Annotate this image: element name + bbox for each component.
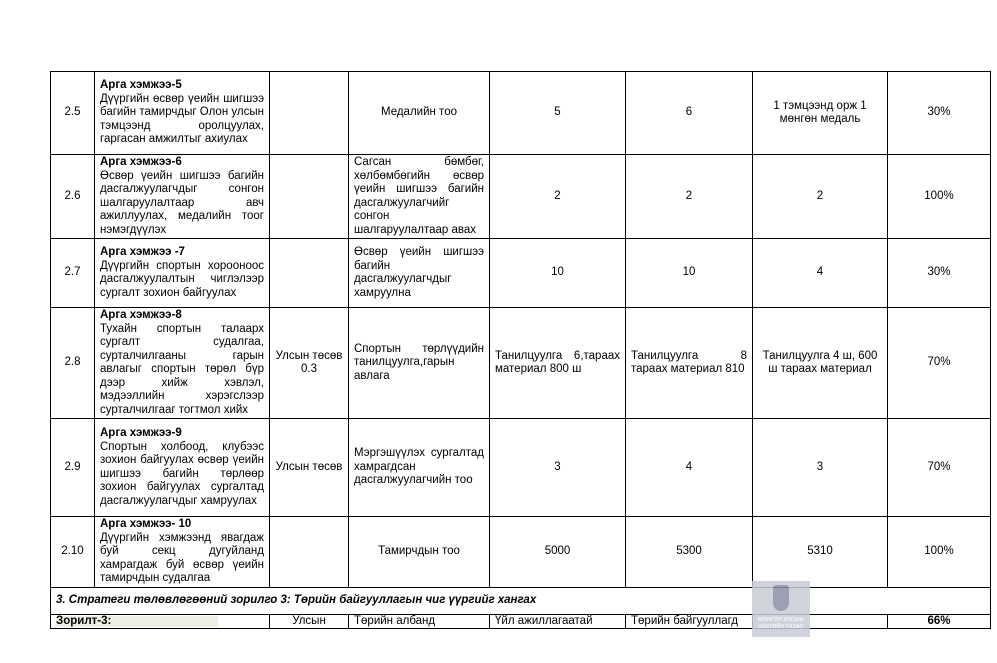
table-row — [51, 239, 991, 308]
indicator-cell: Тамирчдын тоо — [349, 517, 490, 588]
action-title: Арга хэмжээ-9 — [100, 427, 182, 439]
goal-label: Зорилт-3: — [56, 616, 218, 627]
row-number: 2.6 — [51, 155, 95, 239]
section-heading-row — [51, 587, 991, 614]
percent-cell: 30% — [888, 72, 991, 155]
target-cell: 5300 — [626, 517, 753, 588]
table-row — [51, 517, 991, 588]
target-cell: 6 — [626, 72, 753, 155]
baseline-cell: 5000 — [490, 517, 626, 588]
action-title: Арга хэмжээ-8 — [100, 309, 182, 321]
section-heading — [51, 587, 991, 614]
baseline-cell: 10 — [490, 239, 626, 308]
funding-cell: Улсын төсөв — [270, 419, 349, 517]
action-cell — [95, 72, 270, 155]
result-cell: 5310 — [753, 517, 888, 588]
document-page — [50, 71, 991, 629]
action-title: Арга хэмжээ-6 — [100, 156, 182, 168]
goal-row — [51, 614, 991, 628]
result-cell: 4 — [753, 239, 888, 308]
row-number: 2.10 — [51, 517, 95, 588]
goal-indicator-cell: Төрийн албанд — [349, 614, 490, 628]
action-text: Дүүргийн спортын хорооноос дасгалжуулалтын чиглэлээр сургалт зохион байгуулах — [100, 259, 264, 299]
funding-cell — [270, 155, 349, 239]
soyombo-emblem-icon — [773, 585, 789, 611]
funding-cell — [270, 517, 349, 588]
action-text: Өсвөр үеийн шигшээ багийн дасгалжуулагчдыг сонгон шалгаруулалтаар авч ажиллуулах, медалийн тоог нэмэгдүүлэх — [100, 169, 264, 236]
action-cell — [95, 517, 270, 588]
target-cell: 2 — [626, 155, 753, 239]
action-title: Арга хэмжээ- 10 — [100, 518, 192, 530]
target-cell: 10 — [626, 239, 753, 308]
table-row — [51, 308, 991, 419]
action-title: Арга хэмжээ -7 — [100, 246, 185, 258]
table-row — [51, 419, 991, 517]
indicator-cell: Мэргэшүүлэх сургалтад хамрагдсан дасгалжуулагчийн тоо — [349, 419, 490, 517]
action-cell — [95, 239, 270, 308]
indicator-cell: Спортын төрлүүдийн танилцуулга,гарын авлага — [349, 308, 490, 419]
indicator-cell: Сагсан бөмбөг, хөлбөмбөгийн өсвөр үеийн шигшээ багийн дасгалжуулагчийг сонгон шалгаруулалтаар авах — [349, 155, 490, 239]
funding-cell: Улсын төсөв 0.3 — [270, 308, 349, 419]
result-cell: 1 тэмцээнд орж 1 мөнгөн медаль — [753, 72, 888, 155]
action-cell — [95, 155, 270, 239]
baseline-cell: 5 — [490, 72, 626, 155]
percent-cell: 100% — [888, 517, 991, 588]
section-heading-text: 3. Стратеги төлөвлөгөөний зорилго 3: Төрийн байгууллагын чиг үүргийг хангах — [56, 593, 537, 606]
action-title: Арга хэмжээ-5 — [100, 79, 182, 92]
action-text: Спортын холбоод, клубээс зохион байгуулах өсвөр үеийн шигшээ багийн төрлөөр зохион байгуулах сургалтад дасгалжуулагчдыг хамруулах — [100, 440, 264, 507]
goal-percent-cell: 66% — [888, 614, 991, 628]
result-cell: 2 — [753, 155, 888, 239]
percent-cell: 100% — [888, 155, 991, 239]
action-cell — [95, 308, 270, 419]
action-text: Дүүргийн хэмжээнд явагдаж буй секц дугуйланд хамрагдаж буй өсвөр үеийн тамирчдын судалгаа — [100, 531, 264, 584]
row-number: 2.5 — [51, 72, 95, 155]
action-plan-table — [50, 71, 991, 629]
target-cell: 4 — [626, 419, 753, 517]
funding-cell — [270, 239, 349, 308]
percent-cell: 70% — [888, 419, 991, 517]
goal-baseline-cell: Үйл ажиллагаатай — [490, 614, 626, 628]
seal-text-line2: ЗАСГИЙН ГАЗАР — [758, 624, 804, 630]
indicator-cell: Өсвөр үеийн шигшээ багийн дасгалжуулагчдыг хамруулна — [349, 239, 490, 308]
seal-text — [752, 617, 810, 631]
percent-cell: 70% — [888, 308, 991, 419]
table-row — [51, 155, 991, 239]
funding-cell — [270, 72, 349, 155]
baseline-cell: 2 — [490, 155, 626, 239]
result-cell: Танилцуулга 4 ш, 600 ш тараах материал — [753, 308, 888, 419]
indicator-cell: Медалийн тоо — [349, 72, 490, 155]
row-number: 2.8 — [51, 308, 95, 419]
percent-cell: 30% — [888, 239, 991, 308]
row-number: 2.7 — [51, 239, 95, 308]
goal-label-cell — [51, 614, 270, 628]
government-seal-watermark — [752, 581, 810, 637]
result-cell: 3 — [753, 419, 888, 517]
seal-text-line1: МОНГОЛ УЛСЫН — [758, 617, 804, 623]
action-text: Тухайн спортын талаарх сургалт судалгаа, сурталчилгааны гарын авлагыг спортын төрөл бүр дээр хийж хэвлэл, мэдээллийн хэрэгслээр сурталчилгааг тогтмол хийх — [100, 322, 264, 416]
table-row — [51, 72, 991, 155]
action-text: Дүүргийн өсвөр үеийн шигшээ багийн тамирчдыг Олон улсын тэмцээнд оролцуулах, гаргасан амжилтыг ахиулах — [100, 92, 264, 146]
row-number: 2.9 — [51, 419, 95, 517]
goal-funding-cell: Улсын — [270, 614, 349, 628]
goal-target-cell: Төрийн байгууллагд — [626, 614, 753, 628]
baseline-cell: 3 — [490, 419, 626, 517]
baseline-cell: Танилцуулга 6,тараах материал 800 ш — [490, 308, 626, 419]
action-cell — [95, 419, 270, 517]
target-cell: Танилцуулга 8 тараах материал 810 — [626, 308, 753, 419]
